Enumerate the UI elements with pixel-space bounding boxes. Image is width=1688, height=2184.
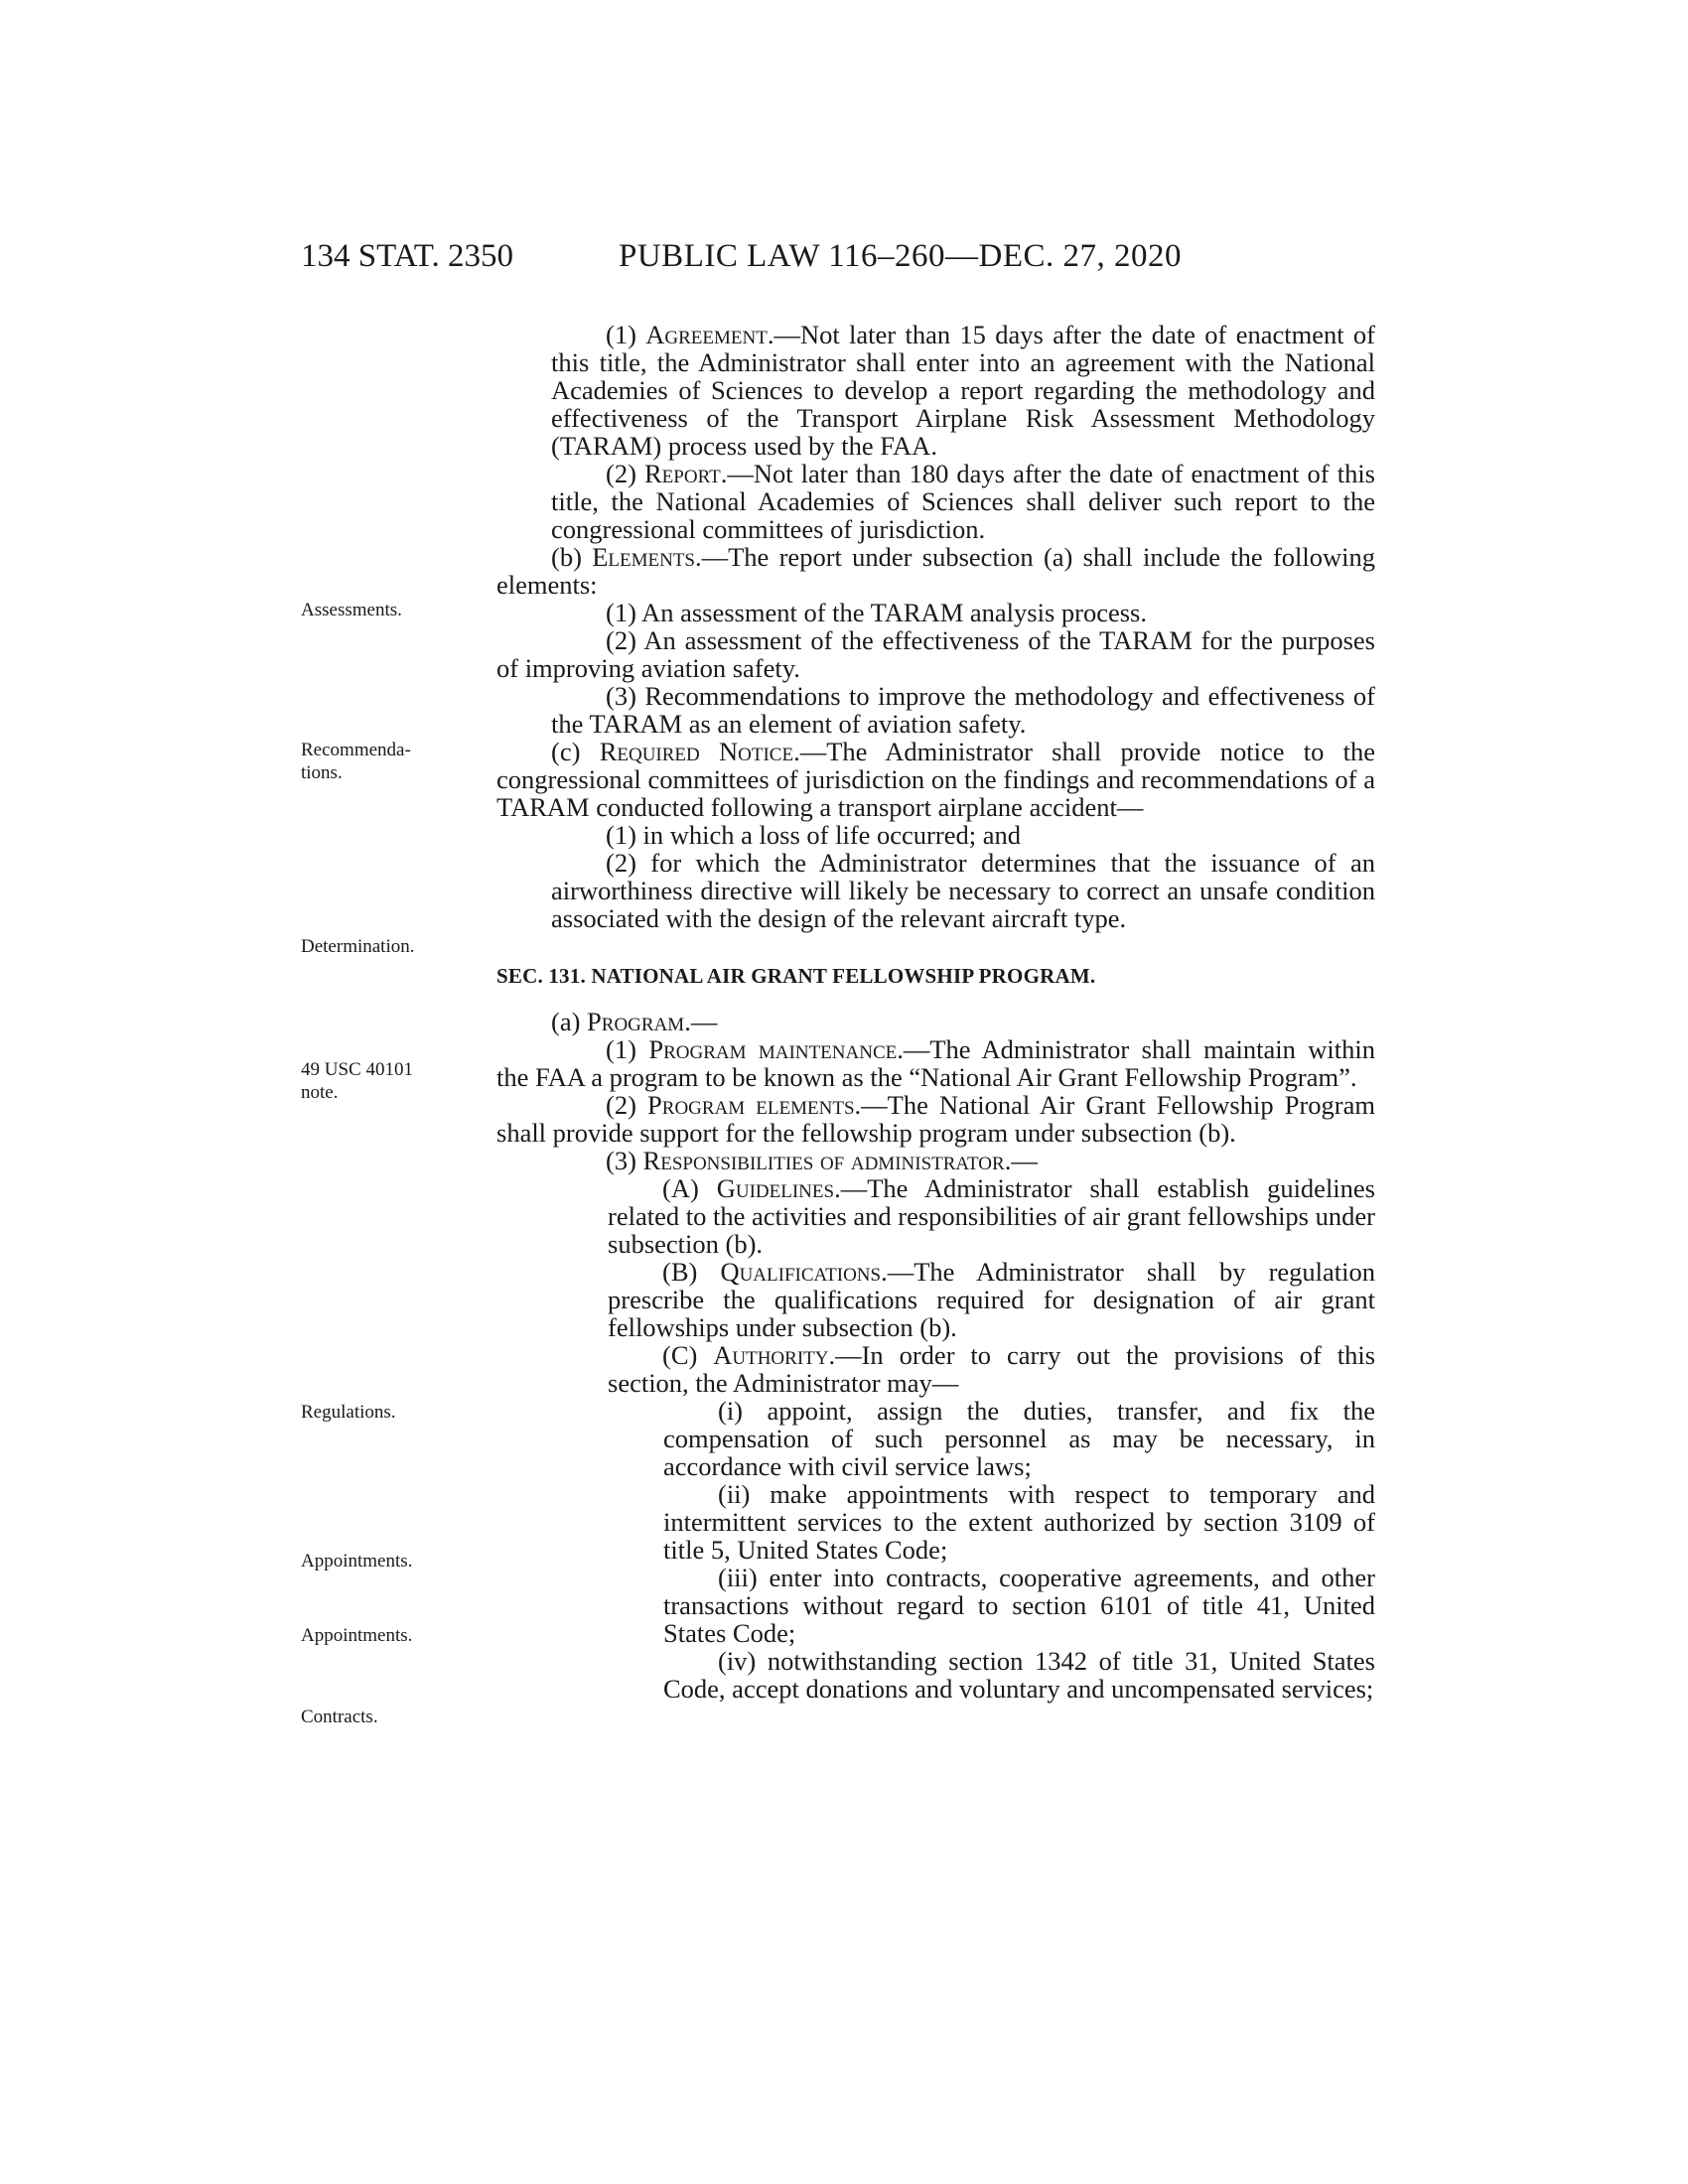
clause-ii: (ii) make appointments with respect to temporary and intermittent services to the extent authorized by section 3109 of title 5, United States Code; xyxy=(663,1479,1375,1565)
margin-note-appointments-2: Appointments. xyxy=(301,1625,413,1646)
heading-guidelines: Guidelines xyxy=(716,1173,835,1203)
stat-reference: 134 STAT. 2350 xyxy=(301,238,514,274)
heading-program: Program xyxy=(587,1007,685,1036)
element-3: (3) Recommendations to improve the methodology and effectiveness of the TARAM as an element of aviation safety. xyxy=(551,681,1375,739)
margin-note-assessments: Assessments. xyxy=(301,600,402,620)
margin-note-regulations: Regulations. xyxy=(301,1402,396,1423)
margin-note-usc: 49 USC 40101 note. xyxy=(301,1059,413,1103)
paragraph-a1-program-maintenance: (1) Program maintenance.—The Administrator shall maintain within the FAA a program to be known as the “National Air Grant Fellowship Program”. xyxy=(496,1034,1375,1092)
subsection-c-required-notice: (c) Required Notice.—The Administrator shall provide notice to the congressional committees of jurisdiction on the findings and recommendations of a TARAM conducted following a transport airplane accident— xyxy=(496,737,1375,822)
heading-qualifications: Qualifications xyxy=(720,1257,882,1287)
subparagraph-a3B-qualifications: (B) Qualifications.—The Administrator shall by regulation prescribe the qualifications required for designation of air grant fellowships under subsection (b). xyxy=(608,1257,1376,1342)
heading-program-elements: Program elements xyxy=(647,1090,855,1120)
margin-note-contracts: Contracts. xyxy=(301,1706,378,1727)
subsection-a-program: (a) Program.— xyxy=(551,1007,718,1036)
heading-agreement: Agreement xyxy=(645,320,768,349)
section-131-title: SEC. 131. NATIONAL AIR GRANT FELLOWSHIP PROGRAM. xyxy=(496,964,1096,988)
heading-responsibilities: Responsibilities of administrator xyxy=(642,1146,1005,1175)
notice-condition-1: (1) in which a loss of life occurred; and xyxy=(606,820,1021,850)
clause-i: (i) appoint, assign the duties, transfer, and fix the compensation of such personnel as may be necessary, in accordance with civil service laws; xyxy=(663,1396,1375,1481)
margin-note-recommendations: Recommenda- tions. xyxy=(301,740,411,783)
clause-iii: (iii) enter into contracts, cooperative agreements, and other transactions without regard to section 6101 of title 41, United States Code; xyxy=(663,1563,1375,1648)
paragraph-a3-responsibilities: (3) Responsibilities of administrator.— xyxy=(606,1146,1038,1175)
subparagraph-a3A-guidelines: (A) Guidelines.—The Administrator shall establish guidelines related to the activities and responsibilities of air grant fellowships under subsection (b). xyxy=(608,1173,1375,1259)
heading-program-maintenance: Program maintenance xyxy=(648,1034,898,1064)
margin-note-appointments-1: Appointments. xyxy=(301,1551,413,1571)
element-1: (1) An assessment of the TARAM analysis process. xyxy=(606,598,1147,627)
heading-elements: Elements xyxy=(592,542,695,572)
page-header xyxy=(301,238,1224,288)
page-title: PUBLIC LAW 116–260—DEC. 27, 2020 xyxy=(619,238,1183,274)
heading-authority: Authority xyxy=(713,1340,829,1370)
paragraph-2-report: (2) Report.—Not later than 180 days after the date of enactment of this title, the National Academies of Sciences shall deliver such report to the congressional committees of jurisdiction. xyxy=(551,459,1375,544)
clause-iv: (iv) notwithstanding section 1342 of title 31, United States Code, accept donations and voluntary and uncompensated services; xyxy=(663,1646,1375,1704)
subparagraph-a3C-authority: (C) Authority.—In order to carry out the provisions of this section, the Administrator may— xyxy=(608,1340,1376,1398)
margin-note-determination: Determination. xyxy=(301,936,415,957)
element-2: (2) An assessment of the effectiveness of the TARAM for the purposes of improving aviation safety. xyxy=(496,625,1375,683)
paragraph-1-agreement: (1) Agreement.—Not later than 15 days after the date of enactment of this title, the Administrator shall enter into an agreement with the National Academies of Sciences to develop a report regarding the methodology and effectiveness of the Transport Airplane Risk Assessment Methodology (TARAM) process used by the FAA. xyxy=(551,320,1375,461)
notice-condition-2: (2) for which the Administrator determines that the issuance of an airworthiness directive will likely be necessary to correct an unsafe condition associated with the design of the relevant aircraft type. xyxy=(551,848,1375,933)
subsection-b-elements: (b) Elements.—The report under subsection (a) shall include the following elements: xyxy=(496,542,1375,600)
heading-report: Report xyxy=(644,459,721,488)
heading-required-notice: Required Notice xyxy=(599,737,794,766)
paragraph-a2-program-elements: (2) Program elements.—The National Air Grant Fellowship Program shall provide support for the fellowship program under subsection (b). xyxy=(496,1090,1375,1148)
document-body xyxy=(496,321,1375,1703)
